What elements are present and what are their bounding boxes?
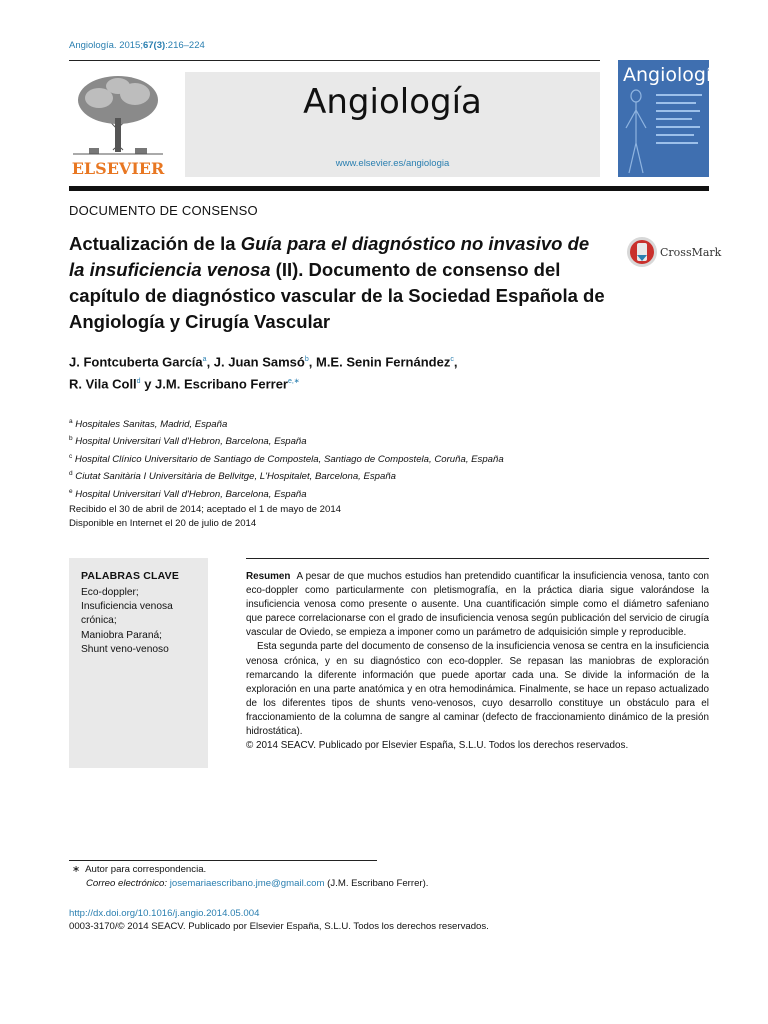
author-name[interactable]: J.M. Escribano Ferrer <box>155 376 288 392</box>
abstract-label: Resumen <box>246 571 291 582</box>
author-name[interactable]: J. Fontcuberta García <box>69 354 203 370</box>
journal-url-link[interactable]: www.elsevier.es/angiologia <box>335 158 450 169</box>
affiliation-item: $^a$ Hospitales Sanitas, Madrid, España <box>69 418 228 431</box>
header-thick-rule <box>69 186 709 191</box>
affiliation-list <box>69 415 689 502</box>
abstract-paragraph: Esta segunda parte del documento de consenso de la insuficiencia venosa se centra en la insuficiencia venosa crónica, y en su diagnóstico con eco-doppler. Se repasan las maniobras de exploración remarcando la diferente información que puede aportar cada una. Se divide la información de la exploración en una parte anatómica y en otra hemodinámica. Finalmente, se hace un repaso actualizado de los diferentes tipos de shunts veno-venosos, cuyo desarrollo constituye un obstáculo para el fraccionamiento de la columna de sangre al caminar (defecto de fraccionamiento dinámico de la presión hidrostática). <box>246 641 709 738</box>
keyword-item: Shunt veno-venoso <box>81 643 169 655</box>
affiliation-item: $^d$ Ciutat Sanitària I Universitària de Bellvitge, L'Hospitalet, Barcelona, España <box>69 470 397 483</box>
doi-link[interactable]: http://dx.doi.org/10.1016/j.angio.2014.05.004 <box>69 908 260 919</box>
author-name[interactable]: M.E. Senin Fernández <box>315 354 451 370</box>
elsevier-tree-icon <box>69 70 167 178</box>
header-rule <box>69 60 600 61</box>
keyword-item: Eco-doppler; <box>81 587 139 598</box>
abstract-rule <box>246 558 709 559</box>
affiliation-item: $^c$ Hospital Clínico Universitario de Santiago de Compostela, Santiago de Compostela, Coruña, España <box>69 452 504 465</box>
author-name[interactable]: J. Juan Samsó <box>213 354 305 370</box>
affiliation-item: $^b$ Hospital Universitari Vall d'Hebron, Barcelona, España <box>69 435 307 448</box>
online-date: Disponible en Internet el 20 de julio de 2014 <box>69 518 257 530</box>
footnote-rule <box>69 860 377 861</box>
abstract-paragraph: Resumen A pesar de que muchos estudios han pretendido cuantificar la insuficiencia venosa, tanto con eco-doppler como particularmente con pletismografía, en la práctica diaria sigue valorándose la insuficiencia venosa como presente o ausente. Una cuantificación simple como el diámetro safeniano que parece correlacionarse con el grado de insuficiencia venosa según publicación del servicio de cirugía vascular de Oviedo, se empieza a imponer como un parámetro de adquisición simple y reproducible. <box>246 571 709 639</box>
elsevier-logo <box>69 70 167 178</box>
issn-copyright: 0003-3170/© 2014 SEACV. Publicado por Elsevier España, S.L.U. Todos los derechos reservados. <box>69 921 489 932</box>
journal-cover-image <box>618 60 723 177</box>
crossmark-button[interactable] <box>626 235 658 274</box>
footnote <box>69 863 709 891</box>
keywords-list <box>81 586 206 657</box>
article-section-label: DOCUMENTO DE CONSENSO <box>69 203 258 218</box>
cover-figure-icon <box>618 88 709 177</box>
keywords-heading: PALABRAS CLAVE <box>81 570 180 582</box>
crossmark-label[interactable]: CrossMark <box>660 246 722 259</box>
abstract <box>246 570 709 753</box>
article-title: Actualización de la Guía para el diagnóstico no invasivo de la insuficiencia venosa (II). Documento de consenso del capítulo de diagnóstico vascular de la Sociedad Española de Angiología y Cirugía Vascular <box>69 233 605 332</box>
received-date: Recibido el 30 de abril de 2014; aceptado el 1 de mayo de 2014 <box>69 504 342 515</box>
journal-citation[interactable]: Angiología. 2015;67(3):216–224 <box>69 40 205 51</box>
cover-title: Angiología <box>623 64 723 86</box>
article-history <box>69 503 689 531</box>
elsevier-wordmark: ELSEVIER <box>71 159 165 178</box>
author-name[interactable]: R. Vila Coll <box>69 376 137 392</box>
abstract-copyright: © 2014 SEACV. Publicado por Elsevier España, S.L.U. Todos los derechos reservados. <box>246 740 629 752</box>
affiliation-item: $^e$ Hospital Universitari Vall d'Hebron, Barcelona, España <box>69 487 307 500</box>
journal-title: Angiología <box>303 82 482 122</box>
corresponding-author-note: ∗ Autor para correspondencia. <box>71 864 207 875</box>
author-list: J. Fontcuberta García$^a$, J. Juan Samsó$^b$, M.E. Senin Fernández$^c$, R. Vila Coll$^d$ y J.M. Escribano Ferrer$^{e,∗}$ <box>69 354 458 392</box>
keyword-item: Insuficiencia venosa crónica; <box>81 601 173 627</box>
email-line: Correo electrónico: josemariaescribano.jme@gmail.com (J.M. Escribano Ferrer). <box>86 878 429 890</box>
email-link[interactable]: josemariaescribano.jme@gmail.com <box>169 878 325 890</box>
keyword-item: Maniobra Paraná; <box>81 629 162 641</box>
crossmark-icon <box>626 235 658 269</box>
